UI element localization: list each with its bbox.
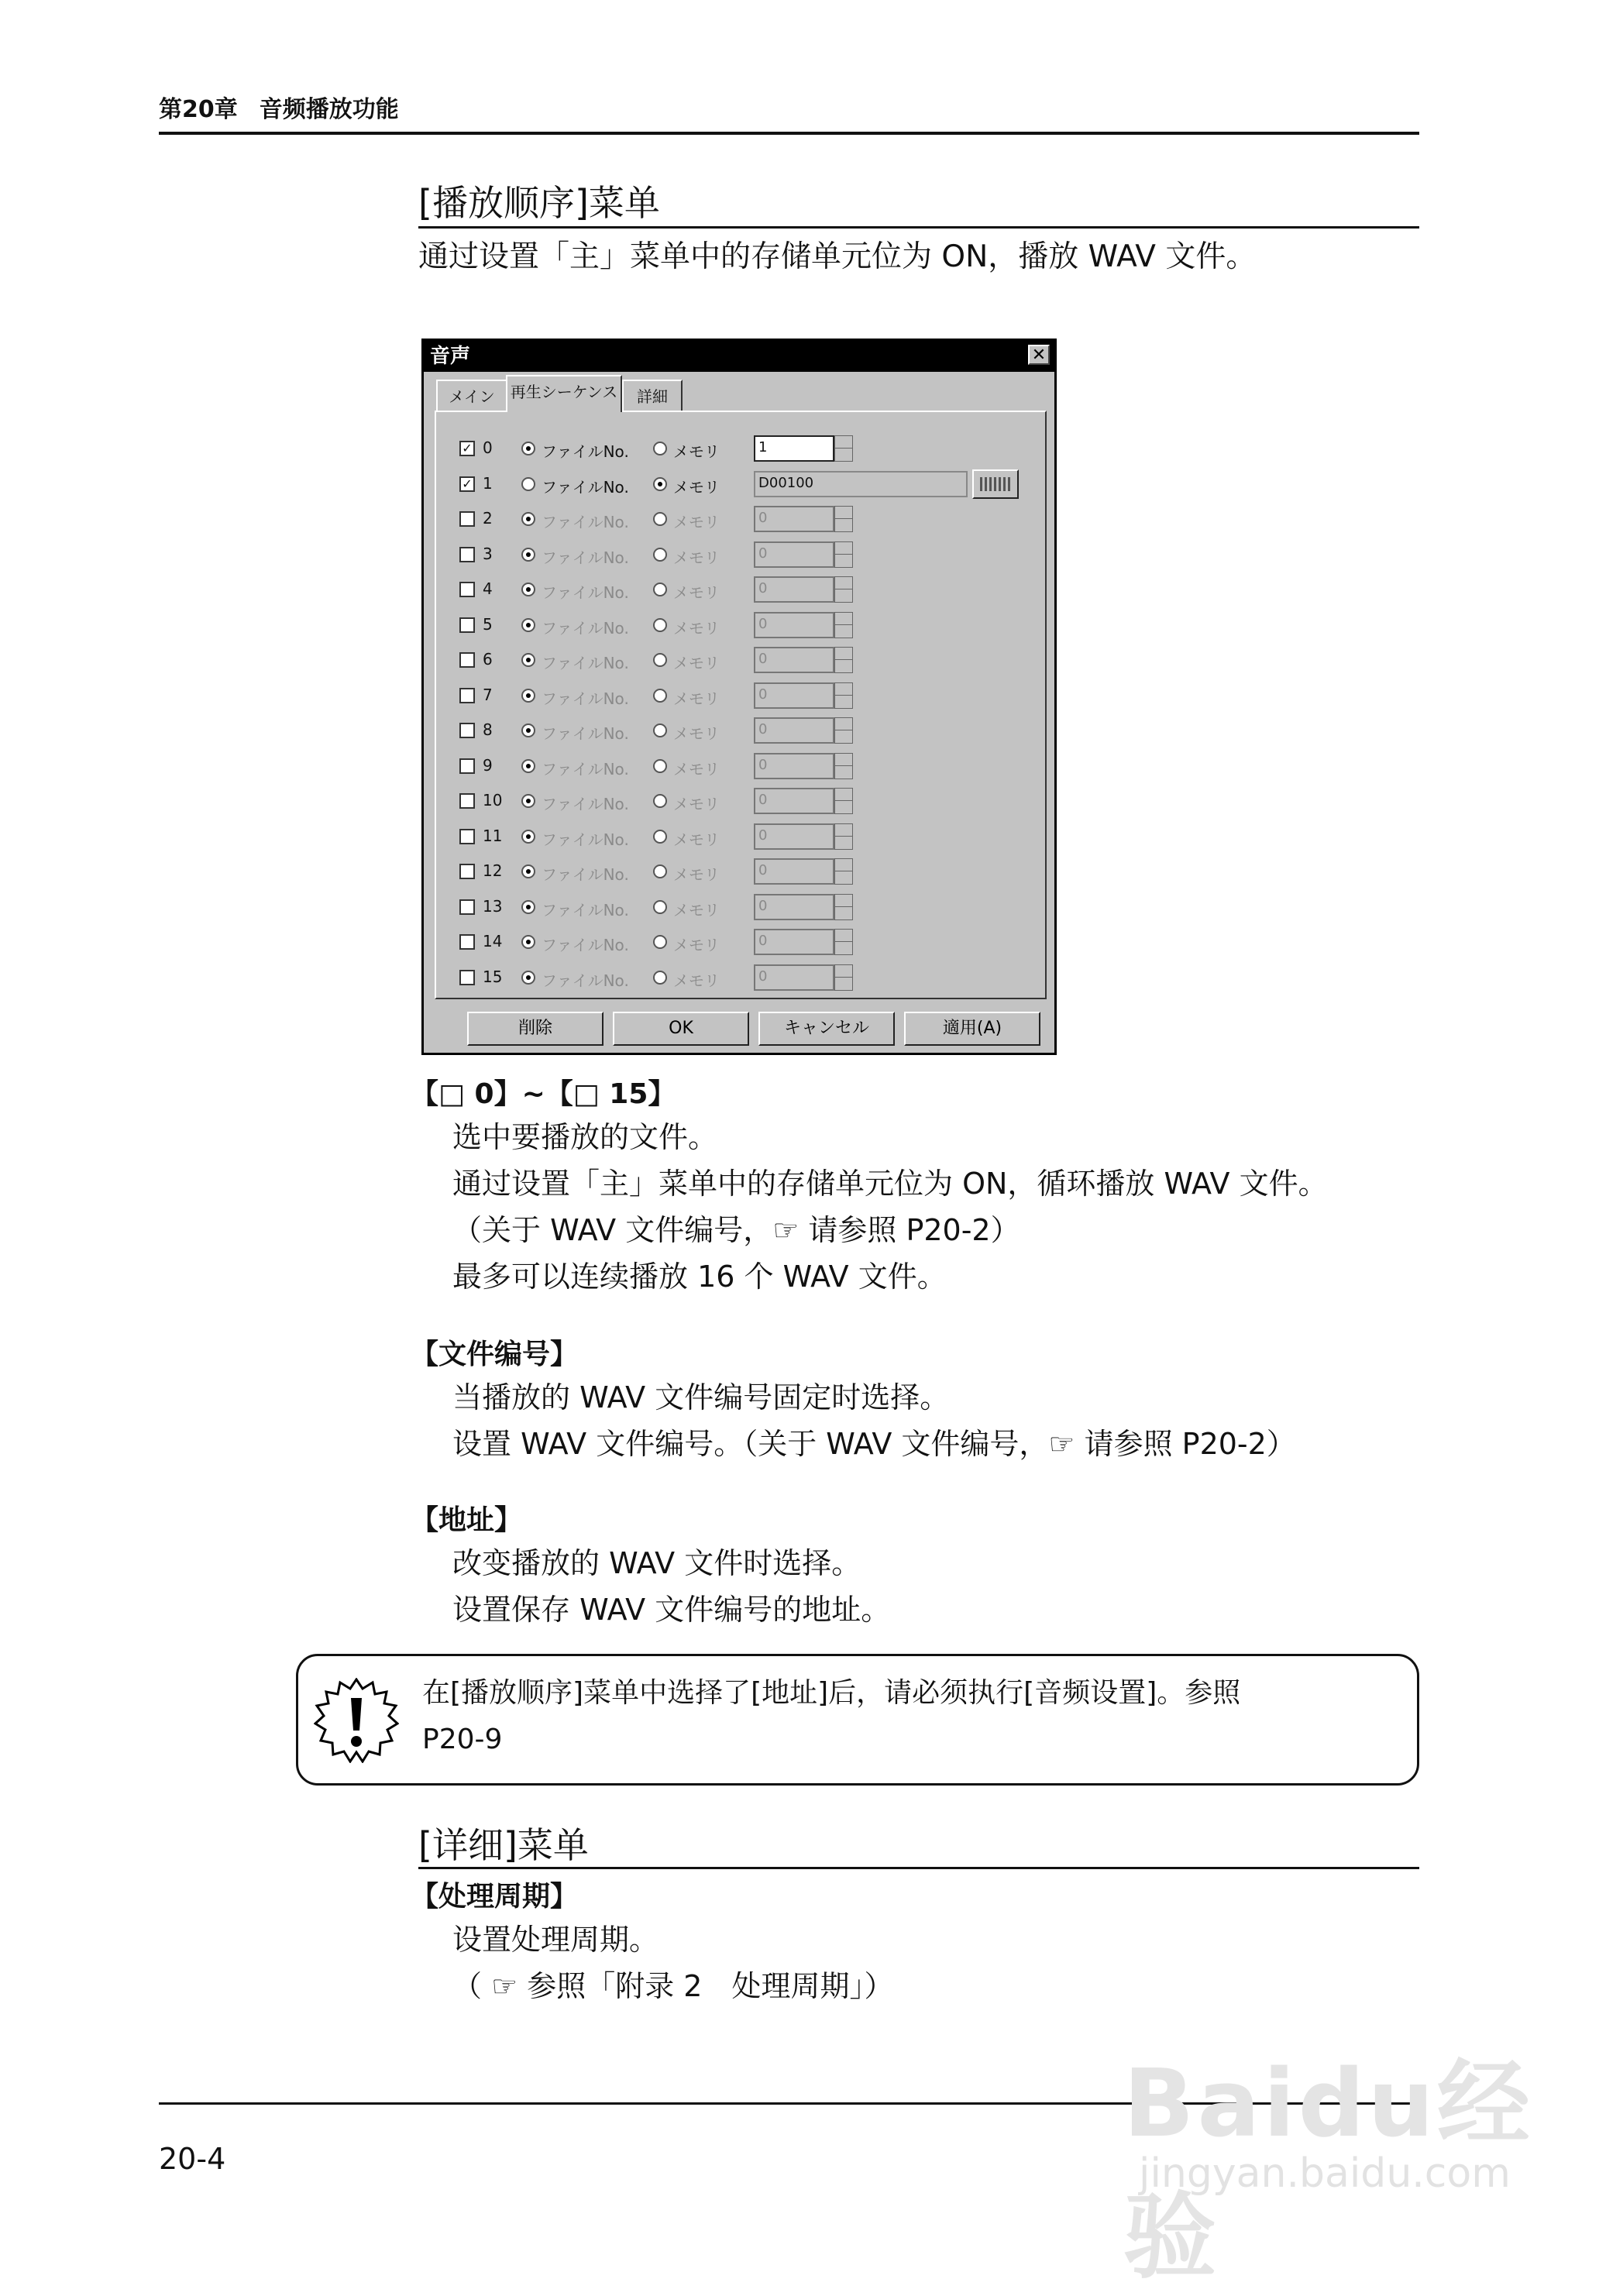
row-index: 0: [483, 438, 493, 457]
row-checkbox[interactable]: [459, 934, 475, 950]
file-number-label: ファイルNo.: [542, 654, 629, 672]
file-number-radio[interactable]: [521, 971, 535, 985]
file-number-field[interactable]: 0: [754, 753, 834, 779]
cycle-heading: 【处理周期】: [411, 1881, 579, 1913]
file-number-radio[interactable]: [521, 900, 535, 914]
memory-label: メモリ: [673, 689, 720, 708]
memory-radio[interactable]: [653, 759, 667, 773]
close-icon[interactable]: ✕: [1028, 345, 1050, 365]
memory-label: メモリ: [673, 654, 720, 672]
sequence-row: [436, 610, 1040, 641]
memory-label: メモリ: [673, 795, 720, 813]
file-number-radio[interactable]: [521, 583, 535, 596]
tab-detail[interactable]: 詳細: [622, 380, 683, 411]
cancel-button[interactable]: キャンセル: [758, 1012, 895, 1046]
row-checkbox[interactable]: [459, 582, 475, 597]
dialog-titlebar: [424, 341, 1054, 372]
sequence-row: [436, 645, 1040, 676]
file-number-field[interactable]: 0: [754, 541, 834, 568]
row-index: 1: [483, 473, 493, 493]
row-checkbox[interactable]: [459, 652, 475, 668]
file-number-label: ファイルNo.: [542, 724, 629, 743]
sequence-row: [436, 575, 1040, 606]
spinner-icon[interactable]: [834, 435, 853, 462]
file-number-radio[interactable]: [521, 512, 535, 526]
memory-radio[interactable]: [653, 689, 667, 703]
sequence-row: [436, 857, 1040, 888]
row-index: 7: [483, 685, 493, 704]
memory-radio[interactable]: [653, 442, 667, 455]
row-checkbox[interactable]: ✓: [459, 476, 475, 492]
memory-radio[interactable]: [653, 583, 667, 596]
file-number-field[interactable]: 0: [754, 576, 834, 603]
file-number-label: ファイルNo.: [542, 830, 629, 849]
file-number-field[interactable]: 1: [754, 435, 834, 462]
file-number-radio[interactable]: [521, 759, 535, 773]
apply-button[interactable]: 適用(A): [904, 1012, 1040, 1046]
text-line: 改变播放的 WAV 文件时选择。: [452, 1546, 861, 1580]
section-rule: [418, 226, 1419, 229]
spinner-icon[interactable]: [834, 717, 853, 744]
row-index: 6: [483, 650, 493, 669]
file-number-field[interactable]: 0: [754, 506, 834, 532]
file-number-field[interactable]: 0: [754, 858, 834, 885]
file-number-label: ファイルNo.: [542, 689, 629, 708]
file-number-field[interactable]: 0: [754, 612, 834, 638]
row-checkbox[interactable]: [459, 617, 475, 633]
sequence-row: [436, 716, 1040, 747]
sequence-row: [436, 504, 1040, 535]
row-index: 8: [483, 720, 493, 739]
memory-label: メモリ: [673, 830, 720, 849]
file-number-radio[interactable]: [521, 724, 535, 737]
file-number-radio[interactable]: [521, 442, 535, 455]
tab-main[interactable]: メイン: [436, 380, 507, 411]
file-number-field[interactable]: 0: [754, 964, 834, 991]
file-number-label: ファイルNo.: [542, 936, 629, 954]
file-number-field[interactable]: 0: [754, 647, 834, 673]
memory-label: メモリ: [673, 618, 720, 638]
memory-radio[interactable]: [653, 794, 667, 808]
sequence-row: [436, 681, 1040, 712]
file-number-heading: 【文件编号】: [411, 1339, 579, 1370]
note-line: P20-9: [422, 1724, 503, 1755]
memory-radio[interactable]: [653, 900, 667, 914]
file-number-field[interactable]: 0: [754, 682, 834, 709]
file-number-radio[interactable]: [521, 935, 535, 949]
file-number-field[interactable]: 0: [754, 929, 834, 955]
note-line: 在[播放顺序]菜单中选择了[地址]后，请必须执行[音频设置]。参照: [422, 1677, 1241, 1709]
caution-icon: [314, 1678, 399, 1763]
cycle-text: [452, 1916, 893, 2009]
text-line: 设置保存 WAV 文件编号的地址。: [452, 1593, 891, 1627]
text-line: 通过设置「主」菜单中的存储单元位为 ON，循环播放 WAV 文件。: [452, 1167, 1328, 1201]
row-index: 9: [483, 755, 493, 775]
ok-button[interactable]: OK: [613, 1012, 749, 1046]
file-number-radio[interactable]: [521, 618, 535, 632]
spinner-icon[interactable]: [834, 576, 853, 603]
sequence-row: [436, 434, 1040, 465]
file-number-field[interactable]: 0: [754, 788, 834, 814]
spinner-icon[interactable]: [834, 647, 853, 673]
row-checkbox[interactable]: [459, 758, 475, 774]
row-checkbox[interactable]: [459, 899, 475, 915]
row-index: 2: [483, 509, 493, 528]
memory-label: メモリ: [673, 442, 720, 461]
file-number-radio[interactable]: [521, 548, 535, 562]
spinner-icon[interactable]: [834, 964, 853, 991]
spinner-icon[interactable]: [834, 788, 853, 814]
text-line: 设置 WAV 文件编号。（关于 WAV 文件编号，☞ 请参照 P20-2）: [452, 1427, 1296, 1461]
file-number-text: [452, 1374, 1296, 1467]
text-line: （关于 WAV 文件编号，☞ 请参照 P20-2）: [452, 1213, 1020, 1247]
file-number-label: ファイルNo.: [542, 583, 629, 602]
section-intro: 通过设置「主」菜单中的存储单元位为 ON，播放 WAV 文件。: [418, 239, 1257, 274]
page-number: 20-4: [159, 2142, 226, 2176]
memory-radio[interactable]: [653, 618, 667, 632]
memory-radio[interactable]: [653, 971, 667, 985]
spinner-icon[interactable]: [834, 612, 853, 638]
memory-label: メモリ: [673, 759, 720, 779]
memory-label: メモリ: [673, 583, 720, 602]
memory-radio[interactable]: [653, 935, 667, 949]
row-checkbox[interactable]: [459, 864, 475, 879]
text-line: 设置处理周期。: [452, 1923, 659, 1957]
row-index: 5: [483, 614, 493, 634]
chapter-number: 第20章: [159, 96, 238, 123]
file-number-label: ファイルNo.: [542, 900, 629, 919]
row-checkbox[interactable]: [459, 970, 475, 985]
row-checkbox[interactable]: [459, 829, 475, 844]
row-checkbox[interactable]: [459, 723, 475, 738]
dialog-title: 音声: [430, 345, 471, 368]
file-number-label: ファイルNo.: [542, 548, 629, 567]
spinner-icon[interactable]: [834, 894, 853, 920]
memory-radio[interactable]: [653, 477, 667, 491]
address-field[interactable]: D00100: [754, 471, 968, 497]
note-text: [422, 1670, 1398, 1763]
memory-radio[interactable]: [653, 724, 667, 737]
spinner-icon[interactable]: [834, 541, 853, 568]
file-number-label: ファイルNo.: [542, 759, 629, 779]
memory-label: メモリ: [673, 936, 720, 954]
address-text: [452, 1540, 890, 1633]
file-number-field[interactable]: 0: [754, 823, 834, 850]
sequence-row: [436, 540, 1040, 571]
sequence-row: [436, 927, 1040, 958]
delete-button[interactable]: 削除: [467, 1012, 603, 1046]
tab-play-sequence[interactable]: 再生シーケンス: [506, 375, 622, 412]
sequence-row: [436, 469, 1040, 500]
spinner-icon[interactable]: [834, 682, 853, 709]
sequence-row: [436, 892, 1040, 923]
chapter-title: 音频播放功能: [259, 96, 399, 123]
row-index: 13: [483, 896, 503, 916]
row-checkbox[interactable]: ✓: [459, 441, 475, 456]
sequence-panel: [435, 411, 1047, 999]
file-number-field[interactable]: 0: [754, 894, 834, 920]
file-number-radio[interactable]: [521, 477, 535, 491]
file-number-label: ファイルNo.: [542, 442, 629, 461]
text-line: 当播放的 WAV 文件编号固定时选择。: [452, 1380, 950, 1414]
memory-label: メモリ: [673, 513, 720, 531]
file-number-radio[interactable]: [521, 830, 535, 844]
file-number-radio[interactable]: [521, 864, 535, 878]
spinner-icon[interactable]: [834, 823, 853, 850]
memory-radio[interactable]: [653, 830, 667, 844]
row-checkbox[interactable]: [459, 547, 475, 562]
memory-label: メモリ: [673, 477, 720, 497]
memory-radio[interactable]: [653, 512, 667, 526]
sequence-row: [436, 963, 1040, 994]
section-rule: [418, 1867, 1419, 1869]
sequence-row: [436, 751, 1040, 782]
memory-label: メモリ: [673, 971, 720, 990]
section-heading-play-order: [播放顺序]菜单: [418, 182, 660, 224]
file-number-label: ファイルNo.: [542, 477, 629, 497]
memory-radio[interactable]: [653, 548, 667, 562]
file-number-label: ファイルNo.: [542, 618, 629, 638]
row-index: 15: [483, 967, 503, 986]
file-number-label: ファイルNo.: [542, 513, 629, 531]
row-index: 4: [483, 579, 493, 598]
row-index: 12: [483, 861, 503, 880]
spinner-icon[interactable]: [834, 858, 853, 885]
spinner-icon[interactable]: [834, 929, 853, 955]
text-line: （ ☞ 参照「附录 2 处理周期」）: [452, 1969, 894, 2003]
memory-label: メモリ: [673, 724, 720, 743]
watermark-url: jingyan.baidu.com: [1139, 2150, 1511, 2197]
text-line: 选中要播放的文件。: [452, 1120, 718, 1154]
checkbox-item-text: [452, 1114, 1328, 1300]
memory-label: メモリ: [673, 548, 720, 567]
checkbox-item-heading: 【□ 0】~【□ 15】: [411, 1078, 676, 1110]
file-number-field[interactable]: 0: [754, 717, 834, 744]
row-checkbox[interactable]: [459, 793, 475, 809]
row-index: 11: [483, 826, 503, 845]
row-index: 3: [483, 544, 493, 563]
address-heading: 【地址】: [411, 1504, 523, 1536]
file-number-label: ファイルNo.: [542, 971, 629, 990]
section-heading-detail: [详细]菜单: [418, 1824, 589, 1866]
memory-label: メモリ: [673, 900, 720, 919]
file-number-radio[interactable]: [521, 653, 535, 667]
text-line: 最多可以连续播放 16 个 WAV 文件。: [452, 1260, 947, 1294]
file-number-label: ファイルNo.: [542, 865, 629, 884]
memory-radio[interactable]: [653, 653, 667, 667]
row-checkbox[interactable]: [459, 688, 475, 703]
caution-note: [296, 1654, 1419, 1786]
file-number-label: ファイルNo.: [542, 795, 629, 813]
keypad-icon[interactable]: [972, 469, 1019, 499]
row-index: 14: [483, 932, 503, 950]
memory-label: メモリ: [673, 865, 720, 884]
sequence-row: [436, 786, 1040, 817]
spinner-icon[interactable]: [834, 506, 853, 532]
row-checkbox[interactable]: [459, 511, 475, 527]
file-number-radio[interactable]: [521, 689, 535, 703]
watermark-logo: Baidu经验: [1123, 2050, 1533, 2291]
row-index: 10: [483, 791, 503, 809]
chapter-header: [159, 90, 399, 124]
header-rule: [159, 132, 1419, 135]
spinner-icon[interactable]: [834, 753, 853, 779]
file-number-radio[interactable]: [521, 794, 535, 808]
sound-dialog: [421, 339, 1057, 1055]
sequence-row: [436, 822, 1040, 853]
memory-radio[interactable]: [653, 864, 667, 878]
